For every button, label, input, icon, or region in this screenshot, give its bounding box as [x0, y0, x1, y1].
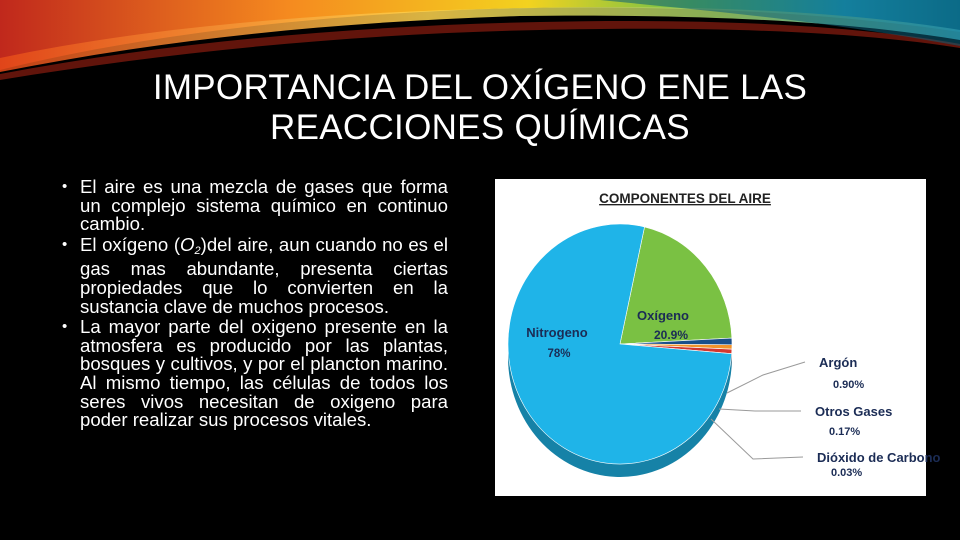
value-oxigeno: 20.9%	[653, 328, 689, 342]
leader-argon	[727, 362, 805, 393]
title-line-2: REACCIONES QUÍMICAS	[270, 108, 690, 147]
bullet-2: • El oxígeno $(O_2)del$ aire, aun cuando no es el gas mas abundante, presenta ciertas propiedades que lo convierten en la sustancia clave de muchos procesos.	[62, 236, 448, 316]
value-argon: 0.90%	[833, 379, 865, 391]
label-dioxido-de-carbono: Dióxido de Carbono	[817, 450, 941, 465]
bullet-list	[62, 178, 448, 432]
label-nitrogeno: Nitrogeno	[526, 325, 588, 340]
value-nitrogeno: 78%	[547, 348, 571, 360]
leader-otros-gases	[719, 409, 801, 411]
oxygen-formula-subscript: 2	[194, 244, 201, 257]
air-components-chart	[495, 179, 941, 496]
chart-title: COMPONENTES DEL AIRE	[599, 191, 771, 206]
slide-title	[60, 68, 900, 148]
pie-chart-svg	[495, 179, 941, 496]
value-dioxido-de-carbono: 0.03%	[831, 467, 863, 479]
title-line-1: IMPORTANCIA DEL OXÍGENO ENE LAS	[152, 68, 808, 107]
oxygen-formula: O	[180, 233, 195, 255]
label-argon: Argón	[819, 355, 858, 370]
bullet-3: • La mayor parte del oxigeno presente en la atmosfera es producido por las plantas, bosques y cultivos, y por el plancton marino. Al mismo tiempo, las células de todos los seres vivos necesitan de oxigeno para poder realizar sus procesos vitales.	[62, 318, 448, 430]
value-otros-gases: 0.17%	[829, 426, 861, 438]
leader-dioxido-de-carbono	[711, 419, 803, 459]
label-otros-gases: Otros Gases	[815, 404, 893, 419]
bullet-1: • El aire es una mezcla de gases que forma un complejo sistema químico en continuo cambio.	[62, 178, 448, 234]
label-oxigeno: Oxígeno	[636, 308, 690, 323]
